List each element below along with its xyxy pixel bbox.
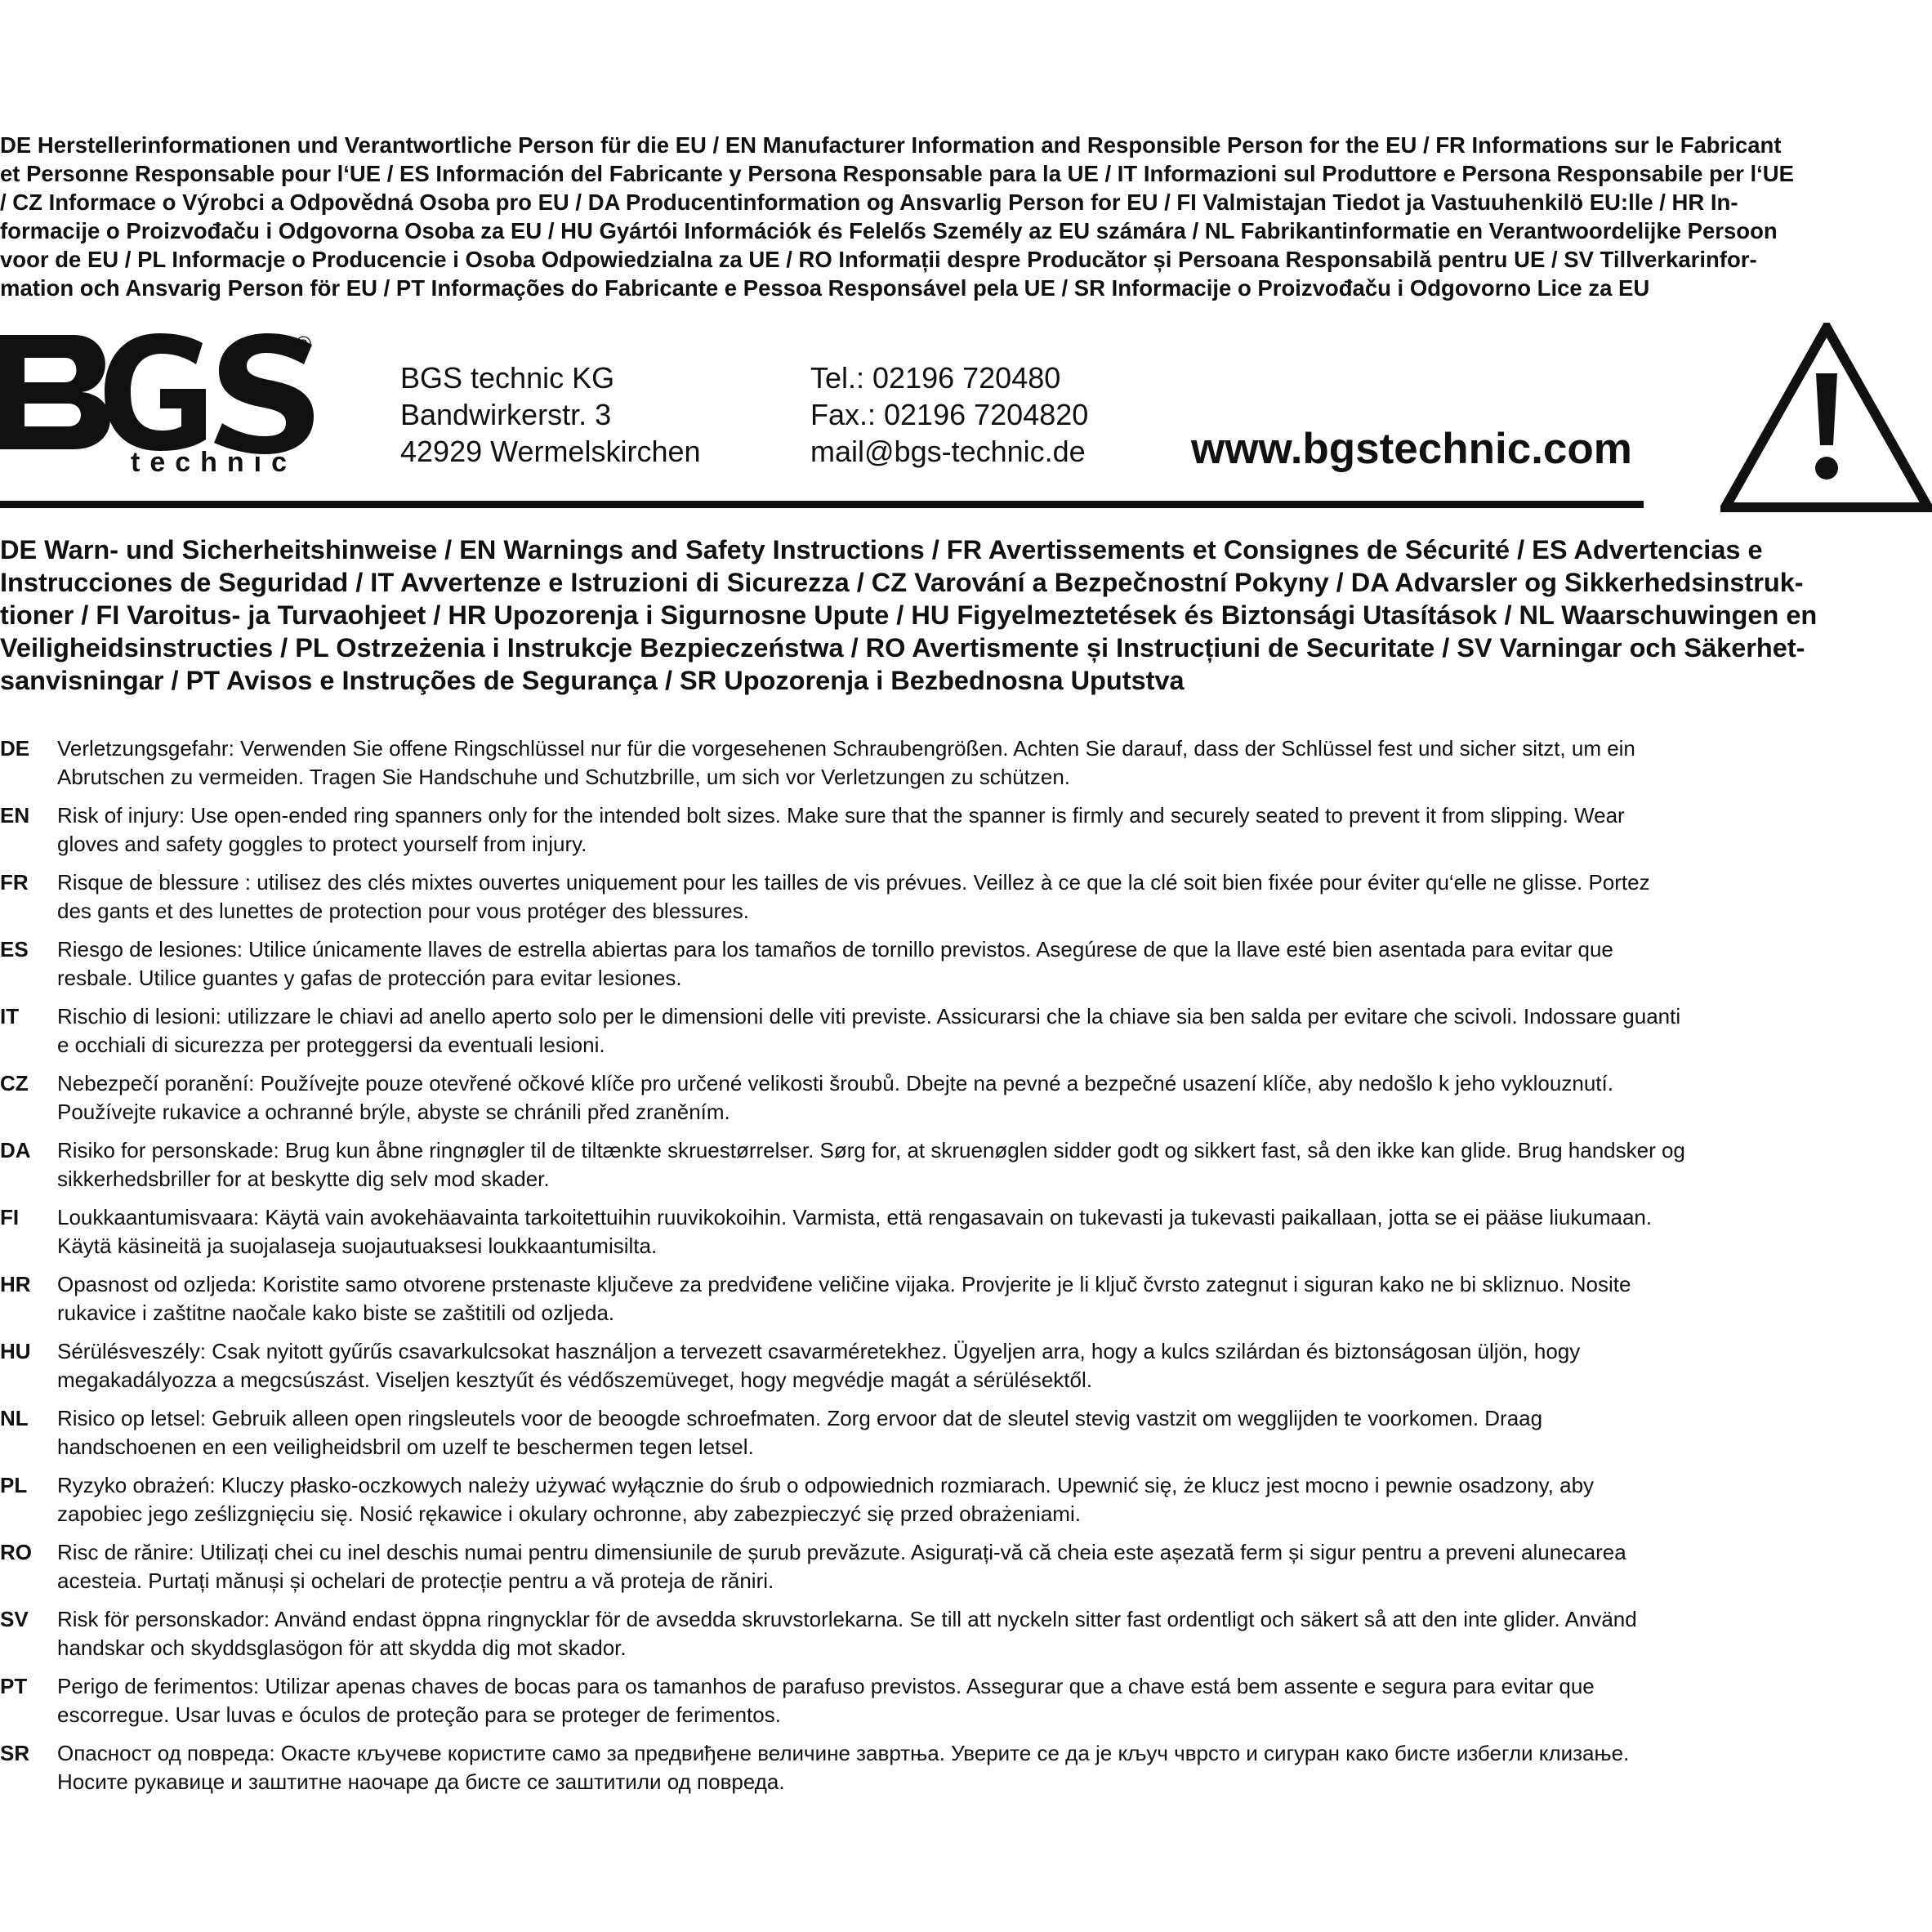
warning-text-line: Sérülésveszély: Csak nyitott gyűrűs csavarkulcsokat használjon a tervezett csavarméretekhez. Ügyeljen arra, hogy a kulcs szilárdan és biztonságosan üljön, hogy [57,1339,1581,1363]
warning-item-ro [0,1538,1932,1605]
warning-text-line: handschoenen en een veiligheidsbril om uzelf te beschermen tegen letsel. [57,1434,754,1459]
warning-text [57,1739,1629,1796]
warning-item-hr [0,1270,1932,1337]
intro-line: / CZ Informace o Výrobci a Odpovědná Osoba pro EU / DA Producentinformation og Ansvarlig Person for EU / FI Valmistajan Tiedot ja Vastuuhenkilö EU:lle / HR In- [0,190,1738,215]
warning-item-sv [0,1605,1932,1672]
warning-text-line: Perigo de ferimentos: Utilizar apenas chaves de bocas para os tamanhos de parafuso previstos. Assegurar que a chave está bem assente e segura para evitar que [57,1674,1595,1698]
warning-text [57,1203,1652,1260]
logo-subtext: technic [131,447,297,474]
language-code: SR [0,1741,30,1765]
warning-item-de [0,734,1932,801]
warnings-heading-line: Veiligheidsinstructies / PL Ostrzeżenia i Instrukcje Bezpieczeństwa / RO Avertismente și Instrucțiuni de Securitate / SV Varningar och Säkerhet- [0,633,1805,663]
warning-text-line: Käytä käsineitä ja suojalaseja suojautuaksesi loukkaantumisilta. [57,1234,658,1258]
warnings-heading-line: sanvisningar / PT Avisos e Instruções de Segurança / SR Upozorenja i Bezbednosna Uputstva [0,666,1185,695]
language-code: DE [0,736,30,761]
manufacturer-info-heading [0,131,1928,302]
warning-item-en [0,801,1932,868]
warning-text [57,1538,1626,1595]
warning-item-fr [0,868,1932,935]
warning-text-line: Riesgo de lesiones: Utilice únicamente llaves de estrella abiertas para los tamaños de tornillo previstos. Asegúrese de que la llave esté bien asentada para evitar que [57,937,1613,962]
warning-text [57,1672,1595,1729]
warning-text-line: rukavice i zaštitne naočale kako biste se zaštitili od ozljeda. [57,1301,615,1325]
warning-text-line: escorregue. Usar luvas e óculos de proteção para se proteger de ferimentos. [57,1702,781,1727]
warning-text-line: Risiko for personskade: Brug kun åbne ringnøgler til de tiltænkte skruestørrelser. Sørg for, at skruenøglen sidder godt og sikkert fast, så den ikke kan glide. Brug handsker og [57,1138,1685,1162]
warning-text-line: Опасност од повреда: Окасте кључеве користите само за предвиђене величине завртња. Уверите се да је кључ чврсто и сигуран како бисте избегли клизање. [57,1741,1630,1765]
intro-line: formacije o Proizvođaču i Odgovorna Osoba za EU / HU Gyártói Információk és Felelős Személy az EU számára / NL Fabrikantinformatie en Verantwoordelijke Persoon [0,218,1778,243]
language-code: HR [0,1272,31,1296]
warning-item-cz [0,1069,1932,1136]
warning-triangle-icon [1720,323,1932,513]
warning-text-line: Risico op letsel: Gebruik alleen open ringsleutels voor de beoogde schroefmaten. Zorg ervoor dat de sleutel stevig vastzit om wegglijden te voorkomen. Draag [57,1406,1543,1430]
warning-item-nl [0,1404,1932,1471]
language-code: NL [0,1406,29,1430]
warning-text-line: Ryzyko obrażeń: Kluczy płasko-oczkowych należy używać wyłącznie do śrub o odpowiednich rozmiarach. Upewnić się, że klucz jest mocno i pewnie osadzony, aby [57,1473,1595,1497]
warning-item-sr [0,1739,1932,1806]
warning-text-line: Abrutschen zu vermeiden. Tragen Sie Handschuhe und Schutzbrille, um sich vor Verletzungen zu schützen. [57,765,1071,789]
warning-item-pt [0,1672,1932,1739]
registered-mark: ® [296,332,312,356]
language-code: EN [0,803,30,828]
intro-line: DE Herstellerinformationen und Verantwortliche Person für die EU / EN Manufacturer Information and Responsible Person for the EU / FR Informations sur le Fabricant [0,132,1782,158]
warnings-list [0,734,1932,1806]
company-address [400,359,701,470]
warning-text-line: Rischio di lesioni: utilizzare le chiavi ad anello aperto solo per le dimensioni delle viti previste. Assicurarsi che la chiave sia ben salda per evitare che scivoli. Indossare guanti [57,1004,1681,1028]
warning-text [57,1069,1613,1127]
warning-item-da [0,1136,1932,1203]
warning-text-line: gloves and safety goggles to protect yourself from injury. [57,832,587,856]
warning-text [57,1404,1542,1461]
warning-text-line: des gants et des lunettes de protection pour vous protéger des blessures. [57,899,749,923]
warning-text [57,1270,1631,1327]
company-fax: Fax.: 02196 7204820 [810,398,1089,431]
warning-item-es [0,935,1932,1002]
warning-text-line: Používejte rukavice a ochranné brýle, abyste se chránili před zraněním. [57,1100,730,1124]
warning-text-line: e occhiali di sicurezza per proteggersi da eventuali lesioni. [57,1033,605,1057]
language-code: FR [0,870,29,895]
intro-line: et Personne Responsable pour l‘UE / ES Información del Fabricante y Persona Responsable para la UE / IT Informazioni sul Produttore e Persona Responsabile per l‘UE [0,161,1794,186]
warning-text [57,801,1625,859]
bgs-logo [0,327,327,474]
warning-item-hu [0,1337,1932,1404]
language-code: CZ [0,1071,29,1095]
warning-text-line: Risc de rănire: Utilizați chei cu inel deschis numai pentru dimensiunile de șurub prevăzute. Asigurați-vă că cheia este așezată ferm și sigur pentru a preveni alunecarea [57,1540,1626,1564]
language-code: PL [0,1473,28,1497]
warning-text-line: Risk of injury: Use open-ended ring spanners only for the intended bolt sizes. Make sure that the spanner is firmly and securely seated to prevent it from slipping. Wear [57,803,1625,828]
warnings-heading-line: DE Warn- und Sicherheitshinweise / EN Warnings and Safety Instructions / FR Avertissements et Consignes de Sécurité / ES Advertencias e [0,535,1763,564]
language-code: PT [0,1674,28,1698]
language-code: RO [0,1540,32,1564]
warning-text-line: zapobiec jego ześlizgnięciu się. Nosić rękawice i okulary ochronne, aby zabezpieczyć się przed obrażeniami. [57,1501,1081,1526]
warning-text-line: megakadályozza a megcsúszást. Viseljen kesztyűt és védőszemüveget, hogy megvédje magát a sérülésektől. [57,1368,1092,1392]
company-mail: mail@bgs-technic.de [810,435,1086,468]
warning-text [57,935,1613,993]
language-code: FI [0,1205,20,1229]
header-divider [0,501,1644,508]
warning-text-line: Nebezpečí poranění: Používejte pouze otevřené očkové klíče pro určené velikosti šroubů. Dbejte na pevné a bezpečné usazení klíče, aby nedošlo k jeho vyklouznutí. [57,1071,1613,1095]
warning-item-pl [0,1471,1932,1538]
warning-item-it [0,1002,1932,1069]
language-code: ES [0,937,29,962]
warning-text [57,1002,1680,1060]
warnings-heading-line: tioner / FI Varoitus- ja Turvaohjeet / HR Upozorenja i Sigurnosne Upute / HU Figyelmeztetések és Biztonsági Utasítások / NL Waarschuwingen en [0,600,1818,630]
company-name: BGS technic KG [400,361,615,395]
warning-text-line: resbale. Utilice guantes y gafas de protección para evitar lesiones. [57,966,682,990]
warning-text-line: Loukkaantumisvaara: Käytä vain avokehäavainta tarkoitettuihin ruuvikokoihin. Varmista, että rengasavain on tukevasti ja tukevasti paikallaan, jotta se ei pääse liukumaan. [57,1205,1653,1229]
warning-text [57,1136,1685,1194]
language-code: SV [0,1607,29,1631]
company-tel: Tel.: 02196 720480 [810,361,1061,395]
intro-line: voor de EU / PL Informacje o Producencie i Osoba Odpowiedzialna za UE / RO Informații despre Producător și Persoana Responsabilă pentru UE / SV Tillverkarinfor- [0,247,1757,272]
warning-text [57,734,1635,792]
warning-item-fi [0,1203,1932,1270]
language-code: DA [0,1138,31,1162]
warning-text-line: acesteia. Purtați mănuși și ochelari de protecție pentru a vă proteja de răniri. [57,1568,774,1593]
warning-text-line: Risk för personskador: Använd endast öppna ringnycklar för de avsedda skruvstorlekarna. Se till att nyckeln sitter fast ordentligt och säkert så att den inte glider. Använd [57,1607,1637,1631]
language-code: IT [0,1004,20,1028]
warning-text [57,1337,1580,1394]
language-code: HU [0,1339,31,1363]
company-city: 42929 Wermelskirchen [400,435,701,468]
warning-text-line: handskar och skyddsglasögon för att skydda dig mot skador. [57,1635,627,1660]
warning-text [57,1605,1637,1662]
intro-line: mation och Ansvarig Person för EU / PT Informações do Fabricante e Pessoa Responsável pela UE / SR Informacije o Proizvođaču i Odgovorno Lice za EU [0,275,1650,301]
warning-text-line: Носите рукавице и заштитне наочаре да бисте се заштитили од повреда. [57,1769,785,1794]
company-website: www.bgstechnic.com [1191,425,1632,473]
warning-text [57,1471,1594,1528]
warnings-heading-line: Instrucciones de Seguridad / IT Avvertenze e Istruzioni di Sicurezza / CZ Varování a Bezpečnostní Pokyny / DA Advarsler og Sikkerhedsinstruk- [0,568,1804,597]
company-contact [810,359,1088,470]
warning-text-line: Opasnost od ozljeda: Koristite samo otvorene prstenaste ključeve za predviđene veličine vijaka. Provjerite je li ključ čvrsto zategnut i siguran kako ne bi skliznuo. Nosite [57,1272,1631,1296]
warning-text-line: Verletzungsgefahr: Verwenden Sie offene Ringschlüssel nur für die vorgesehenen Schraubengrößen. Achten Sie darauf, dass der Schlüssel fest und sicher sitzt, um ein [57,736,1635,761]
warning-text-line: Risque de blessure : utilisez des clés mixtes ouvertes uniquement pour les tailles de vis prévues. Veillez à ce que la clé soit bien fixée pour éviter qu‘elle ne glisse. Portez [57,870,1650,895]
warning-text-line: sikkerhedsbriller for at beskytte dig selv mod skader. [57,1167,550,1191]
warning-text [57,868,1650,926]
company-street: Bandwirkerstr. 3 [400,398,612,431]
warnings-heading [0,533,1928,697]
